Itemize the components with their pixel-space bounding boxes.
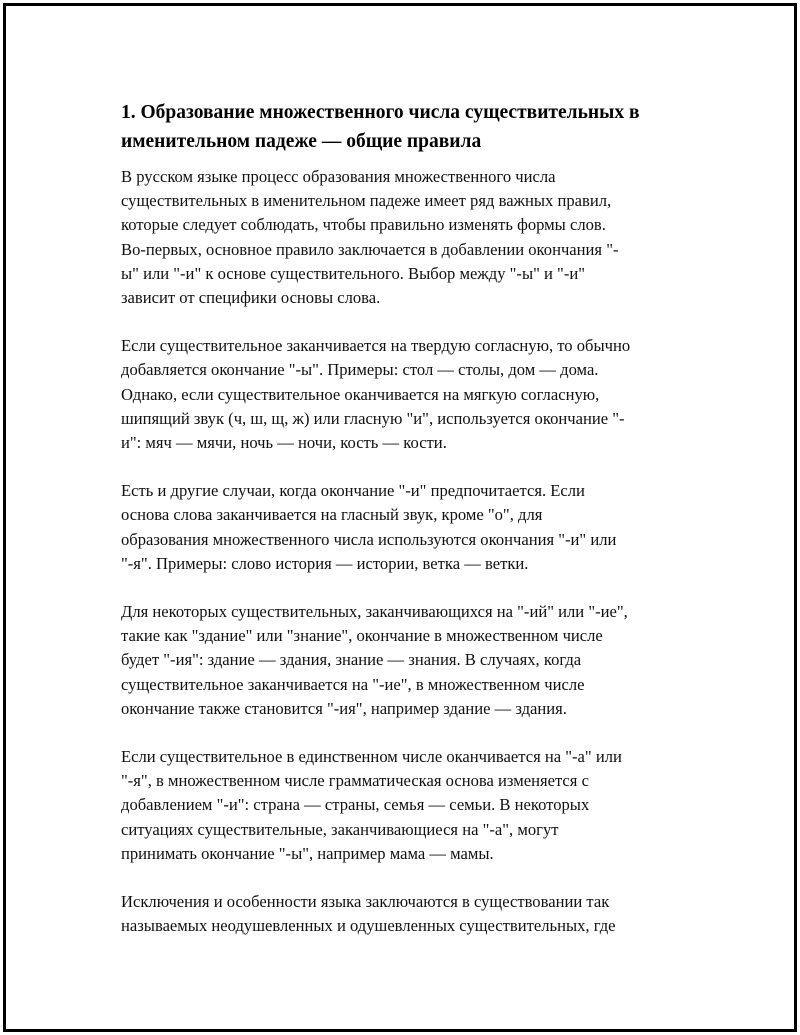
- text-line: добавляется окончание "-ы". Примеры: стол — столы, дом — дома.: [121, 360, 599, 380]
- text-line: Во-первых, основное правило заключается в добавлении окончания "-: [121, 239, 619, 259]
- text-line: "-я", в множественном числе грамматическая основа изменяется с: [121, 771, 589, 791]
- text-line: Для некоторых существительных, заканчивающихся на "-ий" или "-ие",: [121, 602, 628, 622]
- text-line: образования множественного числа используются окончания "-и" или: [121, 529, 617, 549]
- text-line: "-я". Примеры: слово история — истории, ветка — ветки.: [121, 553, 529, 573]
- document-body: [121, 98, 701, 962]
- text-line: существительное заканчивается на "-ие", в множественном числе: [121, 674, 585, 694]
- text-line: ситуациях существительные, заканчивающиеся на "-а", могут: [121, 819, 559, 839]
- text-line: ы" или "-и" к основе существительного. Выбор между "-ы" и "-и": [121, 263, 586, 283]
- title-line: именительном падеже — общие правила: [121, 131, 482, 152]
- text-line: Если существительное заканчивается на твердую согласную, то обычно: [121, 336, 631, 356]
- text-line: Однако, если существительное оканчивается на мягкую согласную,: [121, 384, 600, 404]
- paragraph-6: [121, 890, 701, 938]
- text-line: и": мяч — мячи, ночь — ночи, кость — кости.: [121, 433, 447, 453]
- paragraph-4: [121, 600, 701, 721]
- text-line: будет "-ия": здание — здания, знание — знания. В случаях, когда: [121, 650, 582, 670]
- text-line: В русском языке процесс образования множественного числа: [121, 167, 556, 186]
- text-line: принимать окончание "-ы", например мама — мамы.: [121, 843, 494, 863]
- paragraph-5: [121, 745, 701, 866]
- section-title: [121, 98, 701, 156]
- text-line: основа слова заканчивается на гласный звук, кроме "о", для: [121, 505, 543, 525]
- text-line: которые следует соблюдать, чтобы правильно изменять формы слов.: [121, 215, 606, 235]
- paragraph-1: [121, 165, 701, 310]
- paragraph-3: [121, 479, 701, 576]
- text-line: Если существительное в единственном числе оканчивается на "-а" или: [121, 747, 622, 767]
- text-line: окончание также становится "-ия", например здание — здания.: [121, 698, 567, 718]
- text-line: Исключения и особенности языка заключаются в существовании так: [121, 892, 610, 912]
- text-line: Есть и другие случаи, когда окончание "-и" предпочитается. Если: [121, 481, 585, 501]
- text-line: зависит от специфики основы слова.: [121, 288, 381, 308]
- text-line: добавлением "-и": страна — страны, семья — семьи. В некоторых: [121, 795, 590, 815]
- title-line: 1. Образование множественного числа существительных в: [121, 102, 640, 123]
- paragraph-2: [121, 334, 701, 455]
- text-line: называемых неодушевленных и одушевленных существительных, где: [121, 916, 616, 936]
- page-frame: [3, 3, 797, 1032]
- text-line: существительных в именительном падеже имеет ряд важных правил,: [121, 191, 612, 211]
- text-line: шипящий звук (ч, ш, щ, ж) или гласную "и", используется окончание "-: [121, 408, 625, 428]
- text-line: такие как "здание" или "знание", окончание в множественном числе: [121, 626, 603, 646]
